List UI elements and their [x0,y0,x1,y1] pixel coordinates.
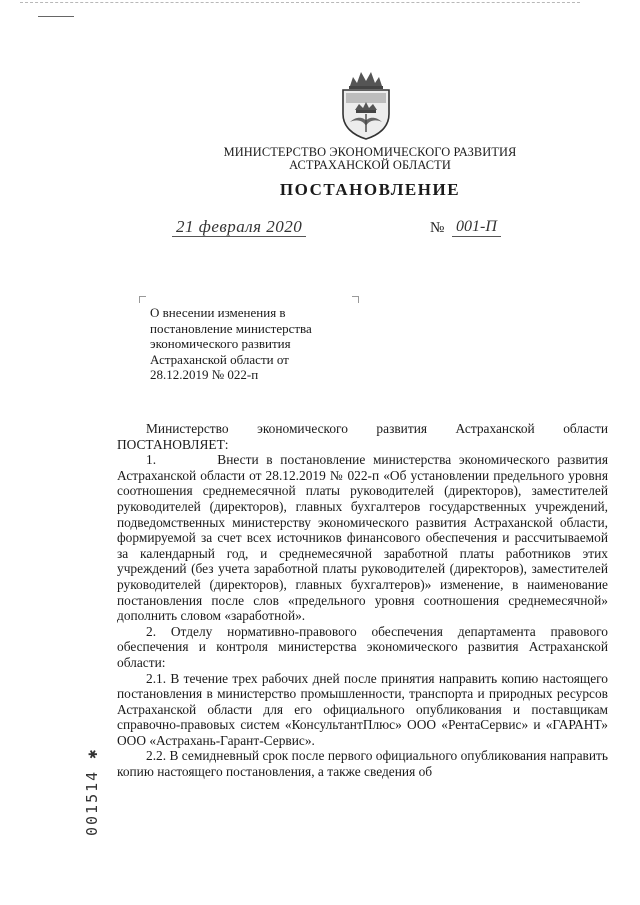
subject-line: постановление министерства [150,320,312,336]
document-subject [150,305,360,383]
document-body [117,421,608,780]
document-number-label: № [430,220,445,236]
subject-line: 28.12.2019 № 022-п [150,367,259,382]
subject-corner-mark-right [352,296,359,303]
document-number: 001-П [452,218,501,237]
resolution-intro-line: Министерство экономического развития Астраханской области [146,421,608,436]
subject-line: О внесении изменения в [150,305,286,320]
document-date: 21 февраля 2020 [172,218,306,237]
paragraph-2-1: 2.1. В течение трех рабочих дней после принятия направить копию настоящего постановления в министерство промышленности, транспорта и природных ресурсов Астраханской области для его официального опубликования и поставщикам справочно-правовых систем «КонсультантПлюс» ООО «РентаСервис» и «ГАРАНТ» ООО «Астрахань-Гарант-Сервис». [117,670,608,748]
scan-artifact-line [20,2,580,8]
paragraph-2-2: 2.2. В семидневный срок после первого официального опубликования направить копию настоящего постановления, а также сведения об [117,748,608,780]
astrakhan-coat-of-arms-icon [339,66,393,140]
paragraph-1: 1. Внести в постановление министерства экономического развития Астраханской области от 28.12.2019 № 022-п «Об установлении предельного уровня соотношения среднемесячной платы руководителей (директоров), заместителей руководителей (директоров), главных бухгалтеров государственных учреждений, подведомственных министерству экономического развития Астраханской области, формируемой за счет всех источников финансового обеспечения и рассчитываемой за календарный год, и среднемесячной заработной платы работников этих учреждений (без учета заработной платы руководителей (директоров), заместителей руководителей (директоров), главных бухгалтеров)» изменение, в наименование постановления после слов «предельного уровня соотношения среднемесячной» дополнить словом «заработной». [117,452,608,624]
ministry-name-line: МИНИСТЕРСТВО ЭКОНОМИЧЕСКОГО РАЗВИТИЯ [223,145,517,159]
subject-line: Астраханской области от [150,351,289,367]
paragraph-2: 2. Отделу нормативно-правового обеспечения департамента правового обеспечения и контроля министерства экономического развития Астраханской области: [117,623,608,670]
resolution-intro-tail: ПОСТАНОВЛЯЕТ: [117,436,229,452]
registration-stamp-number: 001514 ✱ [83,747,101,836]
registration-stamp [80,738,100,838]
ministry-name [150,146,590,172]
subject-corner-mark-left [139,296,146,303]
document-type-title: ПОСТАНОВЛЕНИЕ [279,180,461,199]
scan-artifact-mark [38,16,74,17]
ministry-name-line: АСТРАХАНСКОЙ ОБЛАСТИ [289,158,451,172]
subject-line: экономического развития [150,336,291,351]
